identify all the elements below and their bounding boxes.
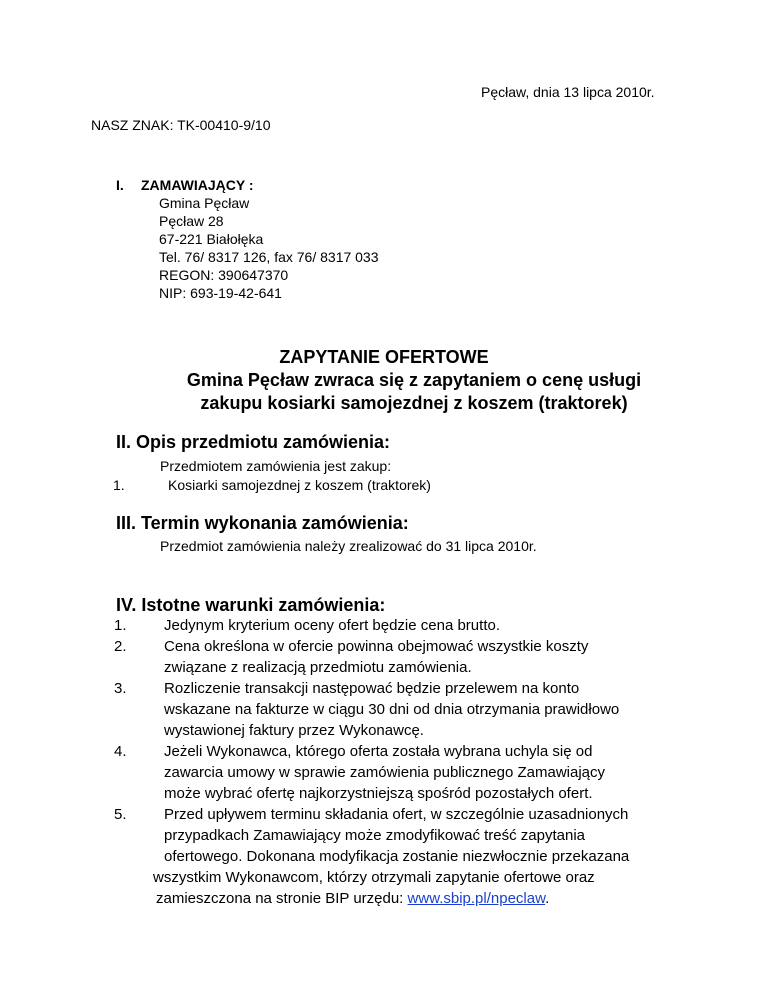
condition-line: ofertowego. Dokonana modyfikacja zostanie niezwłocznie przekazana xyxy=(164,848,630,865)
condition-line: Rozliczenie transakcji następować będzie przelewem na konto xyxy=(164,680,580,697)
condition-line-suffix: . xyxy=(545,890,550,907)
place-date: Pęcław, dnia 13 lipca 2010r. xyxy=(481,84,655,100)
section-3-text: Przedmiot zamówienia należy zrealizować do 31 lipca 2010r. xyxy=(160,538,537,554)
document-subtitle-line2: zakupu kosiarki samojezdnej z koszem (traktorek) xyxy=(200,393,628,413)
section-2-heading: II. Opis przedmiotu zamówienia: xyxy=(116,432,391,452)
address-line: REGON: 390647370 xyxy=(159,267,289,283)
document-subtitle-line1: Gmina Pęcław zwraca się z zapytaniem o cenę usługi xyxy=(186,370,642,390)
condition-line: Jedynym kryterium oceny ofert będzie cena brutto. xyxy=(164,617,500,634)
section-4-heading: IV. Istotne warunki zamówienia: xyxy=(116,595,386,615)
document-title: ZAPYTANIE OFERTOWE xyxy=(279,347,489,367)
section-1-number: I. xyxy=(116,177,124,193)
list-number: 1. xyxy=(114,617,127,634)
address-line: NIP: 693-19-42-641 xyxy=(159,285,282,301)
list-number: 3. xyxy=(114,680,127,697)
section-1-heading: ZAMAWIAJĄCY : xyxy=(141,177,254,193)
condition-line: przypadkach Zamawiający może zmodyfikować treść zapytania xyxy=(164,827,586,844)
section-2-item-number: 1. xyxy=(113,477,125,493)
section-3-heading: III. Termin wykonania zamówienia: xyxy=(116,513,409,533)
reference-number: NASZ ZNAK: TK-00410-9/10 xyxy=(91,117,271,133)
condition-line: może wybrać ofertę najkorzystniejszą spośród pozostałych ofert. xyxy=(164,785,593,802)
list-number: 5. xyxy=(114,806,127,823)
condition-line: Cena określona w ofercie powinna obejmować wszystkie koszty xyxy=(164,638,589,655)
list-number: 4. xyxy=(114,743,127,760)
condition-last-line xyxy=(156,888,549,909)
address-line: 67-221 Białołęka xyxy=(159,231,264,247)
list-number: 2. xyxy=(114,638,127,655)
section-2-item-text: Kosiarki samojezdnej z koszem (traktorek) xyxy=(168,477,431,493)
address-line: Gmina Pęcław xyxy=(159,195,250,211)
condition-line: Jeżeli Wykonawca, którego oferta została wybrana uchyla się od xyxy=(164,743,593,760)
address-line: Tel. 76/ 8317 126, fax 76/ 8317 033 xyxy=(159,249,379,265)
address-line: Pęcław 28 xyxy=(159,213,224,229)
condition-line: Przed upływem terminu składania ofert, w szczególnie uzasadnionych xyxy=(164,806,629,823)
bip-link[interactable]: www.sbip.pl/npeclaw xyxy=(407,890,546,907)
condition-line: wskazane na fakturze w ciągu 30 dni od dnia otrzymania prawidłowo xyxy=(164,701,620,718)
condition-line: wszystkim Wykonawcom, którzy otrzymali zapytanie ofertowe oraz xyxy=(153,869,595,886)
condition-line: zawarcia umowy w sprawie zamówienia publicznego Zamawiający xyxy=(164,764,606,781)
section-2-intro: Przedmiotem zamówienia jest zakup: xyxy=(160,458,392,474)
condition-line-prefix: zamieszczona na stronie BIP urzędu: xyxy=(156,890,408,907)
condition-line: związane z realizacją przedmiotu zamówienia. xyxy=(164,659,472,676)
condition-line: wystawionej faktury przez Wykonawcę. xyxy=(164,722,424,739)
contracting-authority-address xyxy=(159,194,379,302)
